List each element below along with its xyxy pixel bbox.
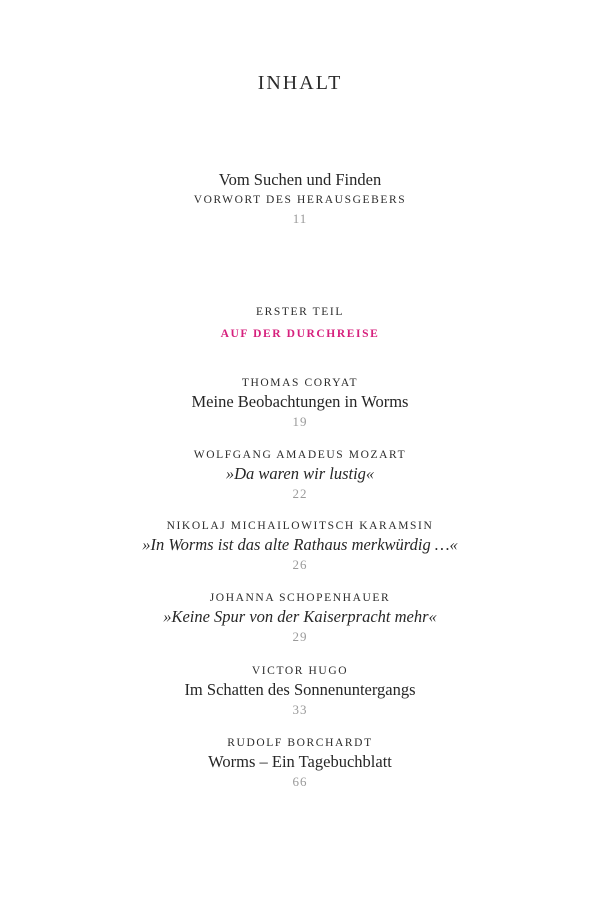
part-title: AUF DER DURCHREISE <box>220 328 380 340</box>
entry-page-number: 66 <box>292 774 308 789</box>
toc-entry[interactable] <box>0 589 600 647</box>
toc-entry[interactable] <box>0 662 600 720</box>
entry-author: VICTOR HUGO <box>251 665 349 677</box>
entry-title: Worms – Ein Tagebuchblatt <box>208 752 392 771</box>
entry-page-number: 26 <box>292 557 308 572</box>
toc-entry[interactable] <box>0 734 600 792</box>
toc-entry[interactable] <box>0 517 600 575</box>
entry-title: »In Worms ist das alte Rathaus merkwürdig …« <box>142 535 458 554</box>
toc-entry[interactable] <box>0 374 600 432</box>
entry-page-number: 22 <box>292 486 308 501</box>
entry-author: NIKOLAJ MICHAILOWITSCH KARAMSIN <box>166 520 434 532</box>
entry-author: RUDOLF BORCHARDT <box>227 737 373 749</box>
entry-title: Meine Beobachtungen in Worms <box>191 392 409 411</box>
entry-title: »Keine Spur von der Kaiserpracht mehr« <box>163 607 437 626</box>
part-heading <box>0 303 600 343</box>
entry-page-number: 29 <box>292 629 308 644</box>
entry-author: WOLFGANG AMADEUS MOZART <box>193 449 407 461</box>
entry-title: Im Schatten des Sonnenuntergangs <box>184 680 416 699</box>
entry-title: »Da waren wir lustig« <box>225 464 375 483</box>
toc-entry[interactable] <box>0 446 600 504</box>
entry-page-number: 33 <box>292 702 308 717</box>
entry-author: JOHANNA SCHOPENHAUER <box>209 592 391 604</box>
part-label: ERSTER TEIL <box>256 306 344 318</box>
foreword-subtitle: VORWORT DES HERAUSGEBERS <box>193 194 407 206</box>
entry-author: THOMAS CORYAT <box>241 377 359 389</box>
foreword-page-number: 11 <box>292 211 308 226</box>
page-title: INHALT <box>257 72 343 94</box>
toc-foreword[interactable] <box>0 170 600 229</box>
foreword-title: Vom Suchen und Finden <box>218 170 382 189</box>
entry-page-number: 19 <box>292 414 308 429</box>
